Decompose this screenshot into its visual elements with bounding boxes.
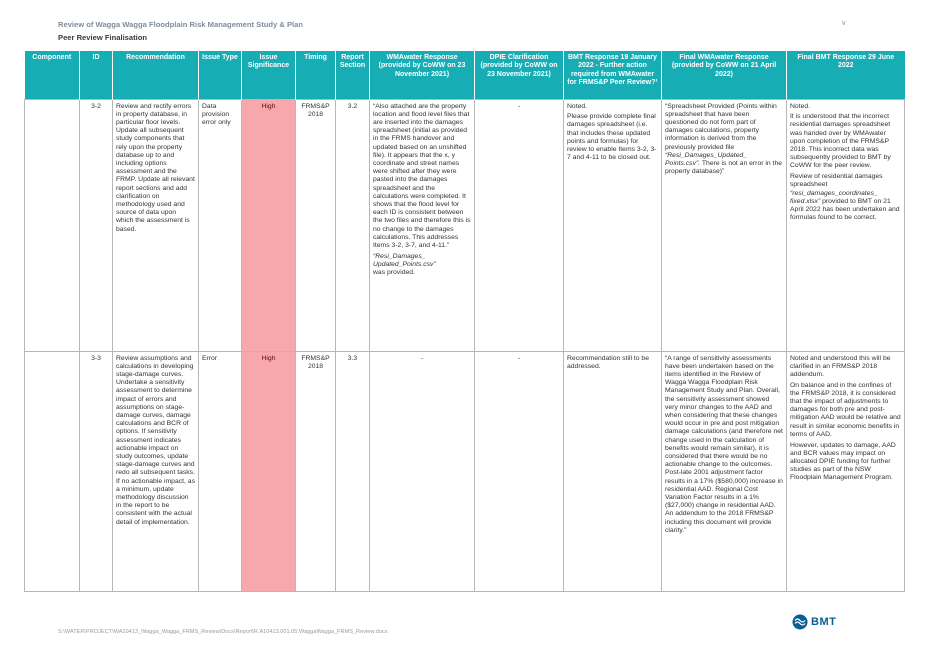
section-title: Peer Review Finalisation	[58, 33, 148, 42]
id-cell: 3-3	[80, 351, 113, 591]
column-header: Recommendation	[113, 51, 199, 99]
final-wma-cell	[662, 99, 787, 351]
dpie-cell: -	[475, 351, 564, 591]
final-wma-text-b: There is not an error in the property database)”	[665, 159, 782, 176]
component-cell	[25, 351, 80, 591]
column-header: Final WMAwater Response (provided by CoWW on 21 April 2022)	[662, 51, 787, 99]
wma-response-cell	[370, 99, 475, 351]
column-header: WMAwater Response (provided by CoWW on 23 November 2021)	[370, 51, 475, 99]
column-header: Report Section	[336, 51, 370, 99]
wma-file-name: “Resi_Damages_ Updated_Points.csv”	[373, 252, 436, 268]
id-cell: 3-2	[80, 99, 113, 351]
recommendation-cell: Review assumptions and calculations in developing stage-damage curves. Undertake a sensitivity assessment to determine impact of errors and assumptions on stage-damage curves, damage calculations and BCR of options. If sensitivity assessment indicates actionable impact on study outcomes, update stage-damage curves and redo all subsequent tasks. If no actionable impact, as a minimum, update methodology discussion in the report to be consistent with the actual detail of implementation.	[113, 351, 199, 591]
recommendation-cell: Review and rectify errors in property database, in particular floor levels. Update all subsequent study components that rely upon the property database up to and including options assessment and the FRMP. Update all relevant report sections and add clarification on methodology used and source of data upon which the assessment is based.	[113, 99, 199, 351]
final-bmt-p3b: provided to BMT on 21 April 2022 has been undertaken and formulas found to be correct.	[790, 197, 900, 222]
final-bmt-p1: Noted and understood this will be clarified in an FRMS&P 2018 addendum.	[790, 354, 891, 378]
final-bmt-p1: Noted.	[790, 102, 811, 110]
page-number: v	[842, 20, 846, 27]
timing-cell: FRMS&P 2018	[296, 351, 336, 591]
final-bmt-p2: It is understood that the incorrect residential damages spreadsheet was handed over by WMAwater upon completion of the FRMS&P 2018. This incorrect data was subsequently provided to BMT by CoWW for the peer review.	[790, 113, 891, 170]
bmt-response-cell	[564, 99, 662, 351]
bmt-response-cell: Recommendation still to be addressed.	[564, 351, 662, 591]
final-bmt-p3a: Review of residential damages spreadsheet	[790, 173, 883, 189]
final-bmt-cell	[787, 351, 905, 591]
column-header: Timing	[296, 51, 336, 99]
timing-cell: FRMS&P 2018	[296, 99, 336, 351]
wma-response-cell: -	[370, 351, 475, 591]
table-row	[25, 351, 905, 591]
column-header: Component	[25, 51, 80, 99]
document-title: Review of Wagga Wagga Floodplain Risk Management Study & Plan	[58, 20, 303, 29]
wma-response-text: “Also attached are the property location and flood level files that are inserted into the damages spreadsheet (initial as provided in the FRMS handover and updated based on an unshifted file). It appears that the x, y coordinate and street names were shifted after they were pasted into the damages spreadsheet and the calculations were completed. It shows that the flood level for each ID is consistent between the two files and therefore this is no change to the damages calculations. This addresses Items 3-2, 3-7, and 4-11.”	[373, 102, 471, 249]
final-wma-file-name: “Resi_Damages_Updated_ Points.csv”.	[665, 151, 747, 167]
column-header: Final BMT Response 29 June 2022	[787, 51, 905, 99]
table-header-row	[25, 51, 905, 99]
dpie-cell: -	[475, 99, 564, 351]
column-header: BMT Response 19 January 2022 - Further action required from WMAwater for FRMS&P Peer Review?¹	[564, 51, 662, 99]
significance-cell: High	[242, 351, 296, 591]
table-row	[25, 99, 905, 351]
file-path-footer: S:\WATER\PROJECT\WA10413_Wagga_Wagga_FRMS_Review\Docs\Report\R.A10413.001.05.WaggaWagga_FRMS_Review.docx	[58, 629, 388, 635]
section-cell: 3.2	[336, 99, 370, 351]
column-header: ID	[80, 51, 113, 99]
column-header: Issue Type	[199, 51, 242, 99]
component-cell	[25, 99, 80, 351]
bmt-response-p1: Noted.	[567, 102, 588, 110]
issue-type-cell: Error	[199, 351, 242, 591]
wma-response-tail: was provided.	[373, 269, 415, 277]
bmt-logo-text: BMT	[811, 616, 837, 628]
column-header: Issue Significance	[242, 51, 296, 99]
final-bmt-p3: However, updates to damage, AAD and BCR values may impact on allocated DPIE funding for further studies as part of the NSW Floodplain Management Program.	[790, 441, 896, 482]
column-header: DPIE Clarification (provided by CoWW on 23 November 2021)	[475, 51, 564, 99]
final-bmt-file-name: “resi_damages_coordinates_ fixed.xlsx”	[790, 189, 878, 205]
final-bmt-cell	[787, 99, 905, 351]
final-wma-cell: “A range of sensitivity assessments have been undertaken based on the items identified in the Review of Wagga Wagga Floodplain Risk Management Study and Plan. Overall, the sensitivity assessment showed very minor changes to the AAD and when considering that these changes would occur in pre and post mitigation damage calculations (and therefore net change used in the calculation of benefits would remain similar), it is considered that there would be no actionable change to the outcomes. Post-late 2001 adjustment factor results in a 17% ($580,000) increase in residential AAD. Regional Cost Variation Factor results in a 1% ($27,000) change in residential AAD. An addendum to the 2018 FRMS&P including this document will provide clarity.”	[662, 351, 787, 591]
issue-type-cell: Data provision error only	[199, 99, 242, 351]
bmt-logo	[792, 614, 836, 630]
final-wma-text-a: “Spreadsheet Provided (Points within spreadsheet that have been questioned do not form part of damages calculations, property information is derived from the previously provided file	[665, 102, 777, 151]
section-cell: 3.3	[336, 351, 370, 591]
bmt-logo-icon	[792, 614, 808, 630]
peer-review-table	[24, 51, 905, 592]
final-bmt-p2: On balance and in the confines of the FRMS&P 2018, it is considered that the impact of adjustments to damages for both pre and post-mitigation AAD would be relative and result in similar economic benefits in terms of AAD.	[790, 381, 901, 438]
significance-cell: High	[242, 99, 296, 351]
bmt-response-p2: Please provide complete final damages spreadsheet (i.e. that includes these updated points and formulas) for review to enable Items 3-2, 3-7 and 4-11 to be closed out.	[567, 113, 657, 162]
